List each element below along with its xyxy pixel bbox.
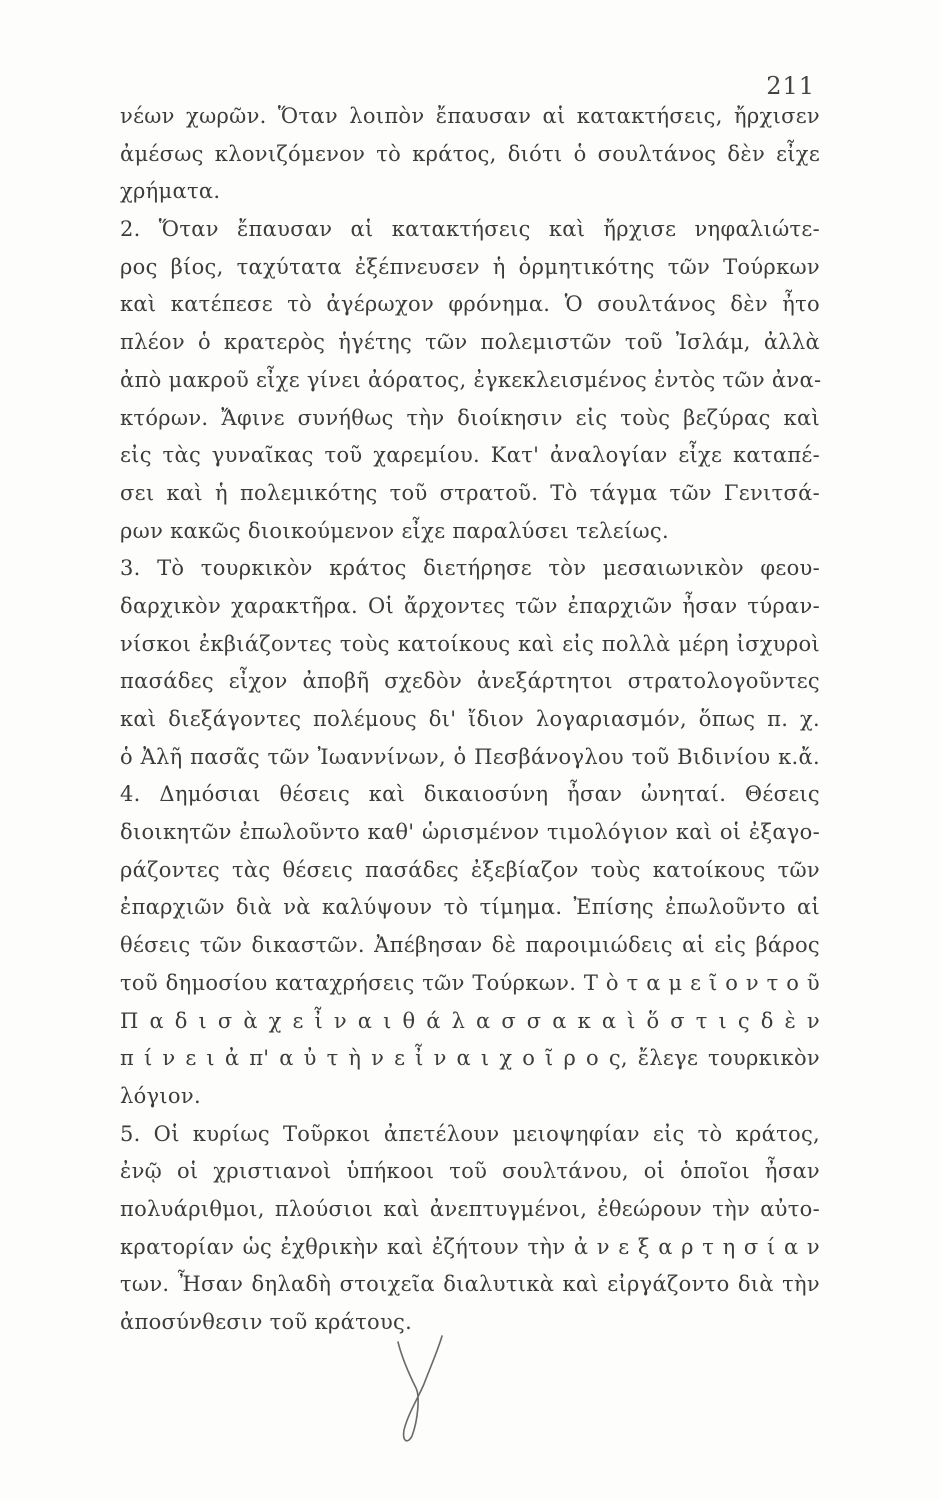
text-line: κτόρων. Ἄφινε συνήθως τὴν διοίκησιν εἰς τοὺς βεζύρας καὶ — [120, 405, 820, 430]
text-line: ἀμέσως κλονιζόμενον τὸ κράτος, διότι ὁ σουλτάνος δὲν εἶχε — [120, 141, 820, 166]
text-line: δαρχικὸν χαρακτῆρα. Οἱ ἄρχοντες τῶν ἐπαρχιῶν ἦσαν τύραν- — [120, 593, 820, 618]
text-line: 2. Ὅταν ἔπαυσαν αἱ κατακτήσεις καὶ ἤρχισε νηφαλιώτε- — [120, 217, 820, 242]
handwritten-mark-icon — [392, 1328, 452, 1448]
text-line: των. Ἦσαν δηλαδὴ στοιχεῖα διαλυτικὰ καὶ εἰργάζοντο διὰ τὴν — [120, 1272, 820, 1297]
text-line: τοῦ δημοσίου καταχρήσεις τῶν Τούρκων. Τ ὸ τ α μ ε ῖ ο ν τ ο ῦ — [120, 970, 820, 995]
text-line: νέων χωρῶν. Ὅταν λοιπὸν ἔπαυσαν αἱ κατακτήσεις, ἤρχισεν — [120, 104, 820, 128]
text-line: πασάδες εἶχον ἀποβῆ σχεδὸν ἀνεξάρτητοι στρατολογοῦντες — [120, 669, 820, 694]
text-line: θέσεις τῶν δικαστῶν. Ἀπέβησαν δὲ παροιμιώδεις αἱ εἰς βάρος — [120, 933, 820, 958]
text-line: 4. Δημόσιαι θέσεις καὶ δικαιοσύνη ἦσαν ὠνηταί. Θέσεις — [120, 782, 820, 807]
text-line: ρων κακῶς διοικούμενον εἶχε παραλύσει τελείως. — [120, 518, 669, 543]
text-line: ὁ Ἀλῆ πασᾶς τῶν Ἰωαννίνων, ὁ Πεσβάνογλου τοῦ Βιδινίου κ.ἄ. — [120, 744, 820, 769]
text-line: ράζοντες τὰς θέσεις πασάδες ἐξεβίαζον τοὺς κατοίκους τῶν — [120, 857, 820, 882]
text-line: Π α δ ι σ ὰ χ ε ἶ ν α ι θ ά λ α σ σ α κ α ὶ ὅ σ τ ι ς δ ὲ ν — [120, 1008, 820, 1033]
text-line: καὶ κατέπεσε τὸ ἀγέρωχον φρόνημα. Ὁ σουλτάνος δὲν ἦτο — [120, 292, 820, 317]
text-line: πολυάριθμοι, πλούσιοι καὶ ἀνεπτυγμένοι, ἐθεώρουν τὴν αὐτο- — [120, 1196, 820, 1221]
text-line: ἀπὸ μακροῦ εἶχε γίνει ἀόρατος, ἐγκεκλεισμένος ἐντὸς τῶν ἀνα- — [120, 367, 822, 392]
text-line: καὶ διεξάγοντες πολέμους δι' ἴδιον λογαριασμόν, ὅπως π. χ. — [120, 707, 820, 731]
text-line: π ί ν ε ι ἀ π' α ὐ τ ὴ ν ε ἶ ν α ι χ ο ῖ ρ ο ς, ἔλεγε τουρκικὸν — [120, 1046, 820, 1071]
text-line: σει καὶ ἡ πολεμικότης τοῦ στρατοῦ. Τὸ τάγμα τῶν Γενιτσά- — [120, 480, 820, 505]
text-line: πλέον ὁ κρατερὸς ἡγέτης τῶν πολεμιστῶν τοῦ Ἰσλάμ, ἀλλὰ — [120, 330, 820, 355]
text-line: κρατορίαν ὡς ἐχθρικὴν καὶ ἐζήτουν τὴν ἀ ν ε ξ α ρ τ η σ ί α ν — [120, 1234, 820, 1259]
text-line: χρήματα. — [120, 179, 221, 204]
text-line: διοικητῶν ἐπωλοῦντο καθ' ὡρισμένον τιμολόγιον καὶ οἱ ἐξαγο- — [120, 820, 820, 845]
text-line: ρος βίος, ταχύτατα ἐξέπνευσεν ἡ ὁρμητικότης τῶν Τούρκων — [120, 254, 820, 279]
text-line: εἰς τὰς γυναῖκας τοῦ χαρεμίου. Κατ' ἀναλογίαν εἶχε καταπέ- — [120, 443, 820, 468]
text-line: ἐπαρχιῶν διὰ νὰ καλύψουν τὸ τίμημα. Ἐπίσης ἐπωλοῦντο αἱ — [120, 895, 820, 920]
page-number: 211 — [766, 72, 815, 100]
text-line: 5. Οἱ κυρίως Τοῦρκοι ἀπετέλουν μειοψηφίαν εἰς τὸ κράτος, — [120, 1121, 820, 1146]
text-line: 3. Τὸ τουρκικὸν κράτος διετήρησε τὸν μεσαιωνικὸν φεου- — [120, 556, 820, 581]
body-text — [120, 98, 820, 1342]
text-line: νίσκοι ἐκβιάζοντες τοὺς κατοίκους καὶ εἰς πολλὰ μέρη ἰσχυροὶ — [120, 631, 820, 656]
text-line: ἐνῷ οἱ χριστιανοὶ ὑπήκοοι τοῦ σουλτάνου, οἱ ὁποῖοι ἦσαν — [120, 1159, 820, 1184]
text-line: ἀποσύνθεσιν τοῦ κράτους. — [120, 1310, 413, 1334]
text-line: λόγιον. — [120, 1083, 201, 1108]
